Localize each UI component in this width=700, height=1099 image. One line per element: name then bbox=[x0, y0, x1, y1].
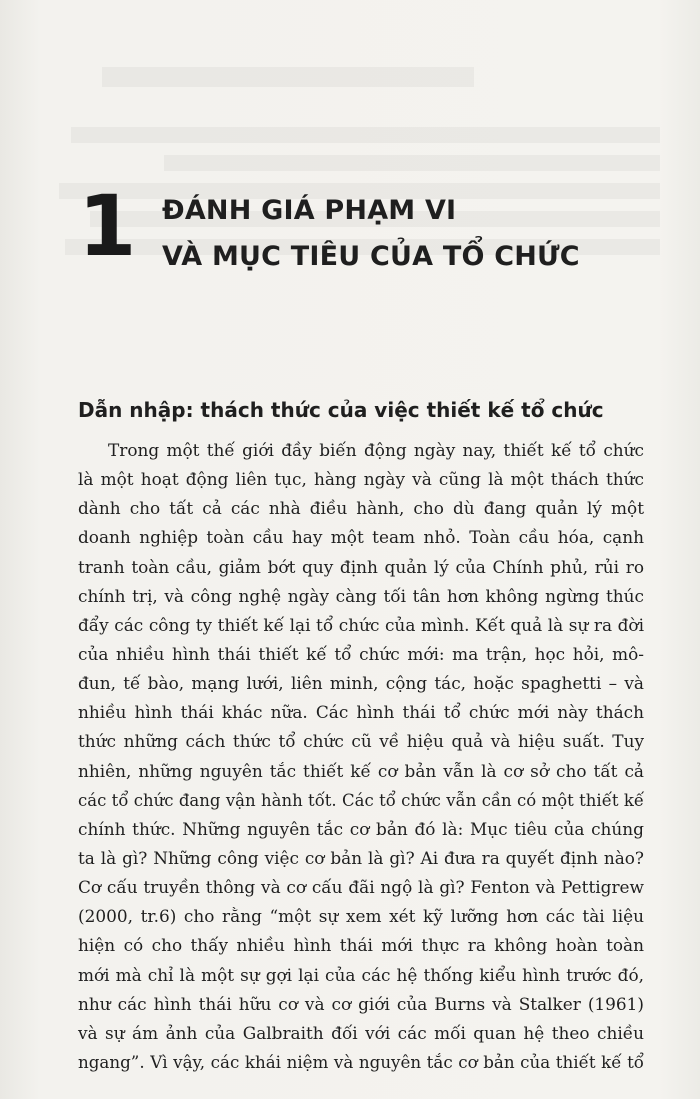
body-line: hiện có cho thấy nhiều hình thái mới thực ra không hoàn toàn bbox=[78, 935, 644, 956]
body-line: của nhiều hình thái thiết kế tổ chức mới: ma trận, học hỏi, mô- bbox=[78, 643, 644, 664]
body-line: Trong một thế giới đầy biến động ngày nay, thiết kế tổ chức bbox=[108, 440, 644, 460]
body-line: dành cho tất cả các nhà điều hành, cho dù đang quản lý một bbox=[78, 498, 644, 519]
chapter-title bbox=[162, 188, 580, 280]
body-line: nhiều hình thái khác nữa. Các hình thái tổ chức mới này thách bbox=[78, 702, 644, 723]
body-line: và sự ám ảnh của Galbraith đối với các mối quan hệ theo chiều bbox=[78, 1022, 644, 1043]
body-line: đẩy các công ty thiết kế lại tổ chức của mình. Kết quả là sự ra đời bbox=[78, 614, 644, 635]
body-line: Cơ cấu truyền thông và cơ cấu đãi ngộ là gì? Fenton và Pettigrew bbox=[78, 877, 644, 898]
chapter-title-line-1: ĐÁNH GIÁ PHẠM VI bbox=[162, 195, 457, 226]
body-line: ngang”. Vì vậy, các khái niệm và nguyên tắc cơ bản của thiết kế tổ bbox=[78, 1051, 644, 1072]
body-line: chính thức. Những nguyên tắc cơ bản đó là: Mục tiêu của chúng bbox=[78, 818, 644, 839]
body-line: thức những cách thức tổ chức cũ về hiệu quả và hiệu suất. Tuy bbox=[78, 731, 644, 752]
body-line: các tổ chức đang vận hành tốt. Các tổ chức vẫn cần có một thiết kế bbox=[78, 790, 644, 810]
chapter-title-line-2: VÀ MỤC TIÊU CỦA TỔ CHỨC bbox=[162, 241, 580, 272]
body-line: là một hoạt động liên tục, hàng ngày và cũng là một thách thức bbox=[78, 469, 644, 490]
body-line: (2000, tr.6) cho rằng “một sự xem xét kỹ lưỡng hơn các tài liệu bbox=[78, 906, 644, 927]
body-line: doanh nghiệp toàn cầu hay một team nhỏ. Toàn cầu hóa, cạnh bbox=[78, 527, 644, 548]
body-line: chính trị, và công nghệ ngày càng tối tân hơn không ngừng thúc bbox=[78, 585, 644, 606]
body-line: ta là gì? Những công việc cơ bản là gì? Ai đưa ra quyết định nào? bbox=[78, 847, 644, 868]
chapter-header bbox=[78, 177, 638, 288]
body-line: đun, tế bào, mạng lưới, liên minh, cộng tác, hoặc spaghetti – và bbox=[78, 673, 644, 694]
body-line: như các hình thái hữu cơ và cơ giới của Burns và Stalker (1961) bbox=[78, 993, 644, 1014]
body-paragraph bbox=[78, 436, 644, 1077]
body-line: tranh toàn cầu, giảm bớt quy định quản lý của Chính phủ, rủi ro bbox=[78, 556, 644, 577]
body-line: mới mà chỉ là một sự gợi lại của các hệ thống kiểu hình trước đó, bbox=[78, 964, 644, 985]
chapter-number: 1 bbox=[78, 177, 137, 275]
body-line: nhiên, những nguyên tắc thiết kế cơ bản vẫn là cơ sở cho tất cả bbox=[78, 760, 644, 781]
section-heading: Dẫn nhập: thách thức của việc thiết kế tổ chức bbox=[78, 398, 604, 422]
